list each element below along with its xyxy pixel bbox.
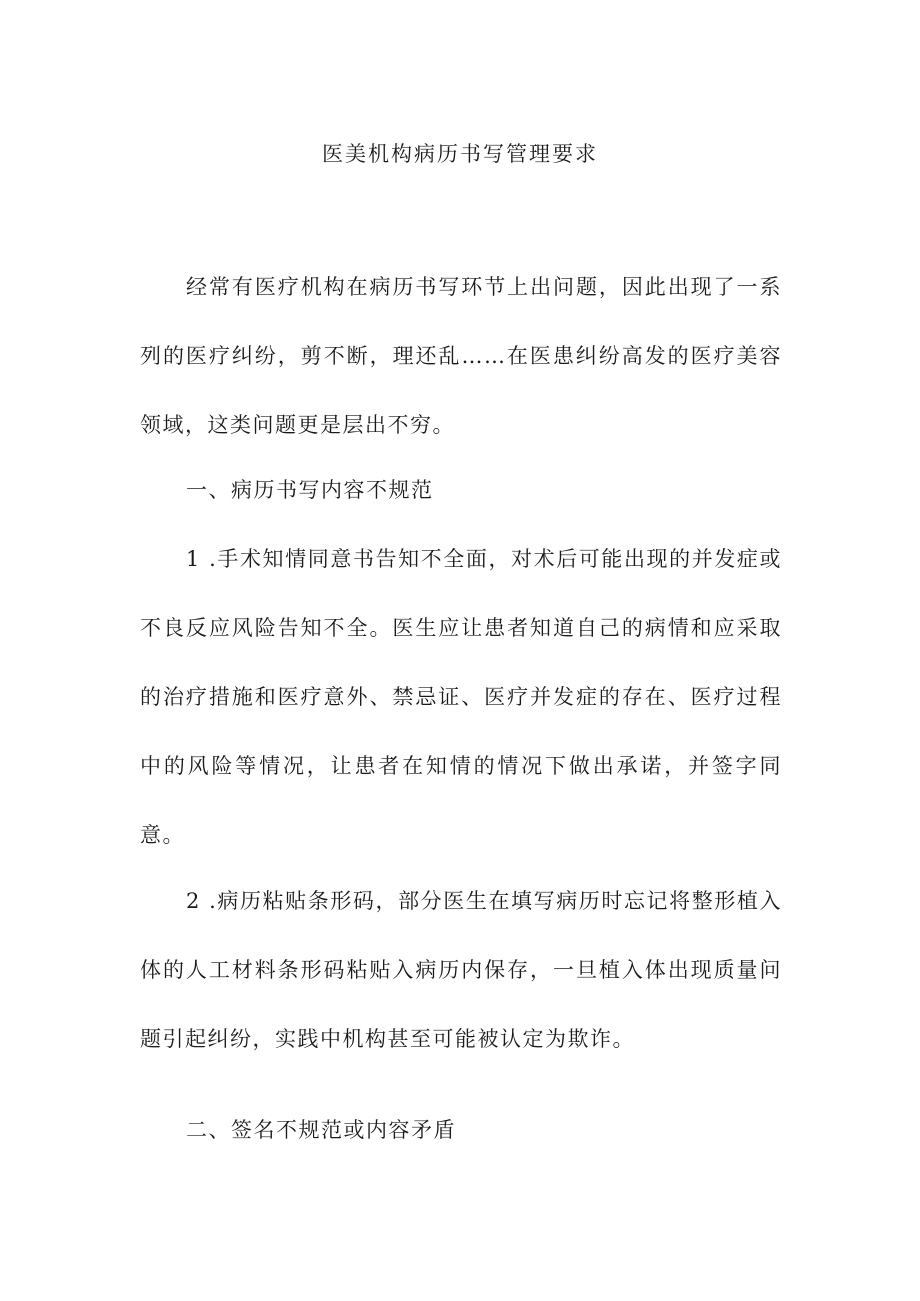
section-heading-block-1: [140, 456, 782, 525]
item-paragraph-1: 1 .手术知情同意书告知不全面，对术后可能出现的并发症或不良反应风险告知不全。医生应让患者知道自己的病情和应采取的治疗措施和医疗意外、禁忌证、医疗并发症的存在、医疗过程中的风险等情况，让患者在知情的情况下做出承诺，并签字同意。: [140, 547, 782, 847]
section-heading-2: 二、签名不规范或内容矛盾: [186, 1118, 456, 1142]
intro-paragraph: 经常有医疗机构在病历书写环节上出问题，因此出现了一系列的医疗纠纷，剪不断，理还乱……在医患纠纷高发的医疗美容领域，这类问题更是层出不穷。: [140, 275, 782, 437]
item-paragraph-block-2: [140, 867, 782, 1074]
document-title: 医美机构病历书写管理要求: [322, 142, 598, 166]
item-paragraph-2: 2 .病历粘贴条形码，部分医生在填写病历时忘记将整形植入体的人工材料条形码粘贴入病历内保存，一旦植入体出现质量问题引起纠纷，实践中机构甚至可能被认定为欺诈。: [140, 889, 782, 1051]
section-heading-1: 一、病历书写内容不规范: [186, 478, 434, 502]
item-paragraph-block-1: [140, 525, 782, 870]
intro-paragraph-block: [140, 253, 782, 460]
section-heading-block-2: [140, 1096, 782, 1165]
